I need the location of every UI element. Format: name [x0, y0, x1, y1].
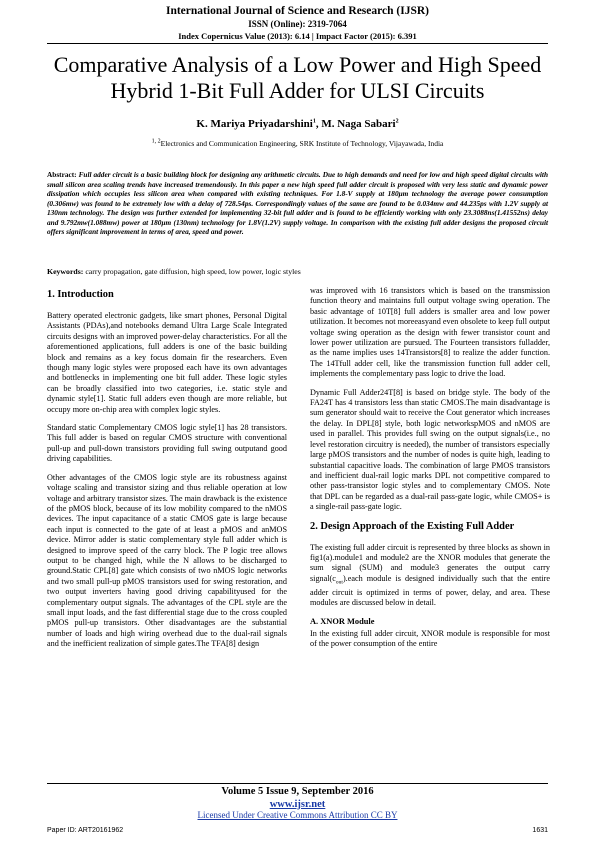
page-number: 1631 [532, 827, 548, 834]
volume-info: Volume 5 Issue 9, September 2016 [221, 786, 374, 797]
paragraph [310, 543, 550, 609]
header-rule [47, 43, 548, 44]
paragraph: In the existing full adder circuit, XNOR module is responsible for most of the power consumption of the entire [310, 629, 550, 649]
paragraph: Dynamic Full Adder24T[8] is based on bridge style. The body of the FA24T has 4 transistors less than static CMOS.The main disadvantage is sum generator should wait to receive the Cout generator which increases the delay. In DPL[8] style, both logic networkspMOS and nMOS are used in parallel. This provides full swing on the output signals(i.e., no level restoration circuitry is needed), the number of transistors especially large pMOS transistors and the number of nodes is quite high, leading to substantial capacitive loads. The combination of large PMOS transistors and inefficient dual-rail logic marks DPL not competitive compared to other pass-transistor logic styles and to complementary CMOS. Note that DPL can be regarded as a dual-rail pass-gate logic, while CMOS+ is a single-rail pass-gate logic. [310, 387, 550, 512]
paragraph-text-rest: ).each module is designed individually such that the entire adder circuit is optimized in terms of power, delay, and area. These modules are discussed below in detail. [310, 573, 550, 608]
issn: ISSN (Online): 2319-7064 [248, 19, 347, 29]
abstract-text: Full adder circuit is a basic building block for designing any arithmetic circuits. Due to high demands and need for low and high speed digital circuits with small silicon area scaling trends have increased tremendously. In this paper a new high speed full adder circuit is proposed with very less static and dynamic power dissipation which occupies less silicon area when compared with existing techniques. For 1.8-V supply at 180μm technology the average power consumption (0.306mw) was found to be extremely low with a delay of 728.54ps. Correspondingly values of the same are found to be 0.034mw and 44.235ps with 1.2V supply at 130nm technology. The design was further extended for implementing 32-bit full adder and is found to be efficiently working with only 23.3088ns(1.41552ns) delay and 9.792mw(1.088mw) power at 180μm (130nm) technology for 1.8V(1.2V) supply voltage. In comparison with the existing full adder designs the proposed circuit offers significant improvement in terms of area, speed and power. [47, 170, 548, 236]
abstract-label: Abstract: [47, 170, 77, 179]
section-heading-design-approach: 2. Design Approach of the Existing Full Adder [310, 520, 515, 532]
site-link[interactable]: www.ijsr.net [269, 799, 326, 810]
subsection-heading-xnor: A. XNOR Module [310, 616, 375, 626]
affiliation [0, 139, 595, 148]
abstract [47, 170, 548, 237]
index-values: Index Copernicus Value (2013): 6.14 | Impact Factor (2015): 6.391 [178, 31, 417, 41]
paper-id: Paper ID: ART20161962 [47, 827, 124, 834]
author-separator: , [315, 118, 322, 130]
subscript-out: out [335, 579, 343, 586]
affiliation-sup: 1, 2 [151, 138, 161, 145]
left-column [47, 289, 287, 658]
section-heading-introduction: 1. Introduction [47, 289, 114, 300]
footer-rule [47, 783, 548, 784]
paragraph: Standard static Complementary CMOS logic style[1] has 28 transistors. This full adder is based on regular CMOS structure with conventional pull-up and pull-down transistors providing full swing outputand good driving capabilities. [47, 423, 287, 464]
keywords-label: Keywords: [47, 267, 84, 276]
right-column [310, 286, 550, 658]
paragraph: was improved with 16 transistors which is based on the transmission function theory and maintains full output voltage swing operation. The basic advantage of 10T[8] full adders is smaller area and low power utilization. It becomes not moreeasyand even obsolete to keep full output voltage swing operation as the design with fewer transistor count and lower power utilization are pursued. The Fourteen transistors fulladder, as the name implies uses 14Transistors[8] to realize the adder function. The 14Tfull adder cell, like the transmission function full adder cell, implements the complementary pass logic to drive the load. [310, 286, 550, 379]
paragraph: Battery operated electronic gadgets, like smart phones, Personal Digital Assistants (PDAs),and notebooks demand Ultra Large Scale Integrated circuits designs with an improved power-delay characteristics. For all the aforementioned applications, full adders is one of the basic building block and remains as a key focus domain fir the researchers. Even though many logic styles were proposed each have its own advantages and bottlenecks in implementing one bit full adder. These logic styles can be broadly classified into two categories, i.e. static style and dynamic style[1]. Static full adders even though are more reliable, but occupy more on-chip area with complex logic styles. [47, 311, 287, 414]
authors [0, 118, 595, 130]
affiliation-text: Electronics and Communication Engineering, SRK Institute of Technology, Vijayawada, India [160, 139, 444, 148]
keywords-text: carry propagation, gate diffusion, high speed, low power, logic styles [85, 267, 301, 276]
author-1-sup: 1 [312, 118, 316, 125]
license-link[interactable]: Licensed Under Creative Commons Attribution CC BY [197, 810, 398, 820]
paragraph: Other advantages of the CMOS logic style are its robustness against voltage scaling and transistor sizing and thus reliable operation at low voltage and arbitrary transistor sizes. The main drawback is the existence of the pMOS block, because of its low mobility compared to the nMOS devices. The input capacitance of a static CMOS gate is large because each input is connected to the gate of at least a pMOS and anMOS device. Mirror adder is static complementary style full adder which is designed to improve speed of the carry block. The P logic tree allows output to be changed high, while the N allows to be discharged to ground.Static CPL[8] gate which consists of two nMOS logic networks and two small pull-up pMOS transistors used for swing restoration, and two output inverters having good driving capabilityused for the complementary output signals. The advantages of the CPL style are the small input loads, and the fast differential stage due to the cross coupled pMOS pull-up transistors. Other disadvantages are the substantial number of loads and high wiring overhead due to the dual-rail signals and the inefficient realization of simple gates.The TFA[8] design [47, 472, 287, 649]
journal-name: International Journal of Science and Research (IJSR) [165, 5, 429, 17]
paragraph-text: The existing full adder circuit is represented by three blocks as shown in fig1(a).module1 and module2 are the XNOR modules that generate the sum signal (SUM) and module3 generates the output carry signal(c [310, 542, 550, 583]
author-2-sup: 2 [395, 118, 399, 125]
author-1: K. Mariya Priyadarshini [196, 118, 313, 130]
author-2: M. Naga Sabari [321, 118, 396, 130]
paper-title: Comparative Analysis of a Low Power and High Speed Hybrid 1-Bit Full Adder for ULSI Circuits [53, 52, 542, 103]
keywords [47, 267, 548, 276]
